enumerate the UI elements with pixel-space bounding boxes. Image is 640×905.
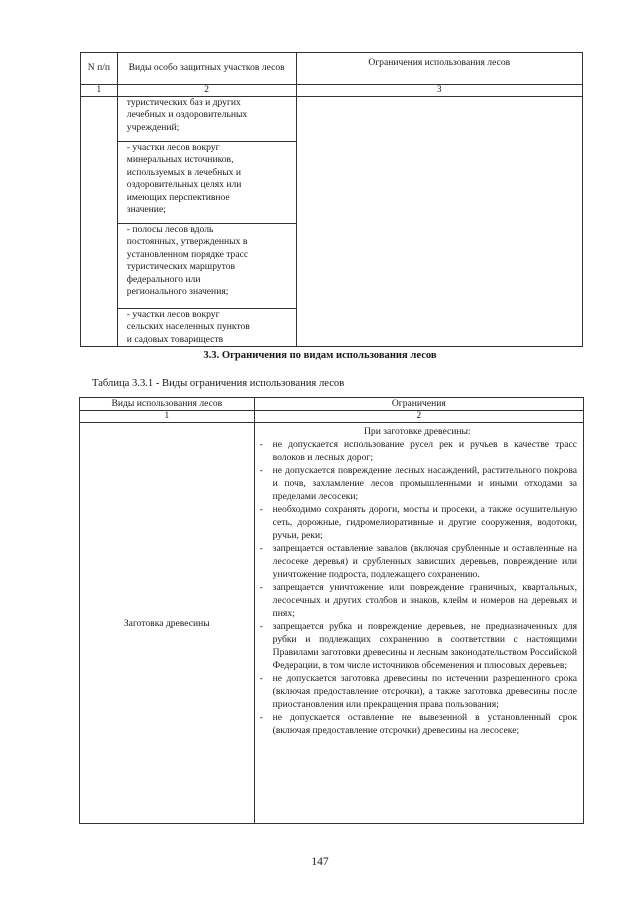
zone-item bbox=[118, 308, 296, 346]
zone-text-line: туристических баз и других bbox=[126, 97, 241, 108]
table-row bbox=[81, 97, 583, 347]
zone-text-line: федерального или bbox=[126, 273, 201, 285]
activity-cell: Заготовка древесины bbox=[80, 423, 255, 824]
header-cell-area-types: Виды особо защитных участков лесов bbox=[117, 53, 296, 85]
area-types-cell bbox=[117, 97, 296, 347]
column-number: 3 bbox=[296, 85, 583, 97]
restriction-item bbox=[258, 542, 577, 581]
table-usage-restrictions bbox=[79, 397, 584, 824]
zone-text-line: оздоровительных целях или bbox=[126, 179, 242, 191]
header-cell-restrictions: Ограничения bbox=[254, 398, 583, 411]
zone-text-line: - участки лесов вокруг bbox=[126, 142, 220, 153]
page-number: 147 bbox=[311, 856, 329, 868]
table-header-row bbox=[80, 398, 584, 411]
zone-text-line: - полосы лесов вдоль bbox=[126, 224, 214, 235]
zone-text-line: имеющих перспективное bbox=[126, 191, 230, 203]
zone-text-line: туристических маршрутов bbox=[126, 261, 236, 273]
restriction-item bbox=[258, 464, 577, 503]
table-header-row bbox=[81, 53, 583, 85]
column-number: 2 bbox=[117, 85, 296, 97]
table-caption: Таблица 3.3.1 - Виды ограничения использования лесов bbox=[92, 378, 345, 389]
zone-text-line: минеральных источников, bbox=[126, 154, 234, 166]
table-row bbox=[80, 423, 584, 824]
empty-restrictions-cell bbox=[296, 97, 583, 347]
header-cell-number: N п/п bbox=[81, 53, 118, 85]
column-number: 1 bbox=[81, 85, 118, 97]
restriction-text: не допускается оставление не вывезенной в установленный срок (включая предоставление отсрочки) древесины на лесосеке; bbox=[272, 712, 577, 736]
dash-bullet: - bbox=[259, 465, 263, 476]
dash-bullet: - bbox=[259, 543, 263, 554]
restriction-text: не допускается заготовка древесины по истечении разрешенного срока (включая предоставление отсрочки), а также заготовка древесины после приостановления или прекращения права пользования; bbox=[272, 673, 577, 710]
zone-text-line: учреждений; bbox=[126, 121, 180, 133]
restriction-text: запрещается уничтожение или повреждение граничных, квартальных, лесосечных и других столбов и знаков, клейм и номеров на деревьях и пнях; bbox=[272, 582, 577, 619]
restriction-text: не допускается повреждение лесных насаждений, растительного покрова и почв, захламление лесов промышленными и иными отходами за пределами лесосеки; bbox=[272, 465, 577, 502]
restriction-item bbox=[258, 581, 577, 620]
restriction-item bbox=[258, 711, 577, 737]
restriction-text: запрещается рубка и повреждение деревьев, не предназначенных для рубки и подлежащих сохранению в соответствии с настоящими Правилами заготовки древесины и лесным законодательством Российской Федерации, в том числе источников обсеменения и плюсовых деревьев; bbox=[272, 621, 577, 671]
column-number: 2 bbox=[254, 411, 583, 423]
restriction-text: необходимо сохранять дороги, мосты и просеки, а также осушительную сеть, дорожные, гидромелиоративные и другие сооружения, водотоки, ручьи, реки; bbox=[272, 504, 577, 541]
dash-bullet: - bbox=[259, 712, 263, 723]
zone-text-line: используемых в лечебных и bbox=[126, 166, 241, 178]
zone-item bbox=[118, 141, 296, 223]
restriction-item bbox=[258, 503, 577, 542]
dash-bullet: - bbox=[259, 504, 263, 515]
zone-text-line: - участки лесов вокруг bbox=[126, 309, 220, 320]
restriction-item bbox=[258, 438, 577, 464]
dash-bullet: - bbox=[259, 582, 263, 593]
zone-text-line: значение; bbox=[126, 204, 166, 216]
restriction-text: не допускается использование русел рек и ручьев в качестве трасс волоков и лесных дорог; bbox=[272, 439, 577, 463]
zone-item bbox=[118, 97, 296, 141]
restriction-item bbox=[258, 620, 577, 672]
zone-text-line: и садовых товариществ bbox=[126, 333, 224, 345]
header-cell-restrictions: Ограничения использования лесов bbox=[296, 53, 583, 85]
column-number-row bbox=[81, 85, 583, 97]
empty-number-cell bbox=[81, 97, 118, 347]
column-number-row bbox=[80, 411, 584, 423]
restriction-item bbox=[258, 672, 577, 711]
column-number: 1 bbox=[80, 411, 255, 423]
zone-text-line: лечебных и оздоровительных bbox=[126, 109, 248, 121]
header-cell-usage-types: Виды использования лесов bbox=[80, 398, 255, 411]
restrictions-cell bbox=[254, 423, 583, 824]
zone-text-line: регионального значения; bbox=[126, 286, 229, 298]
zone-text-line: сельских населенных пунктов bbox=[126, 321, 250, 333]
table-protected-areas bbox=[80, 52, 583, 347]
dash-bullet: - bbox=[259, 439, 263, 450]
zone-text-line: постоянных, утвержденных в bbox=[126, 236, 248, 248]
restrictions-heading: При заготовке древесины: bbox=[363, 426, 471, 437]
zone-item bbox=[118, 223, 296, 308]
zone-text-line: установленном порядке трасс bbox=[126, 248, 249, 260]
dash-bullet: - bbox=[259, 673, 263, 684]
section-title: 3.3. Ограничения по видам использования лесов bbox=[203, 350, 437, 361]
restriction-text: запрещается оставление завалов (включая срубленные и оставленные на лесосеке деревья) и срубленных зависших деревьев, повреждение или уничтожение подроста, подлежащего сохранению. bbox=[272, 543, 577, 580]
dash-bullet: - bbox=[259, 621, 263, 632]
